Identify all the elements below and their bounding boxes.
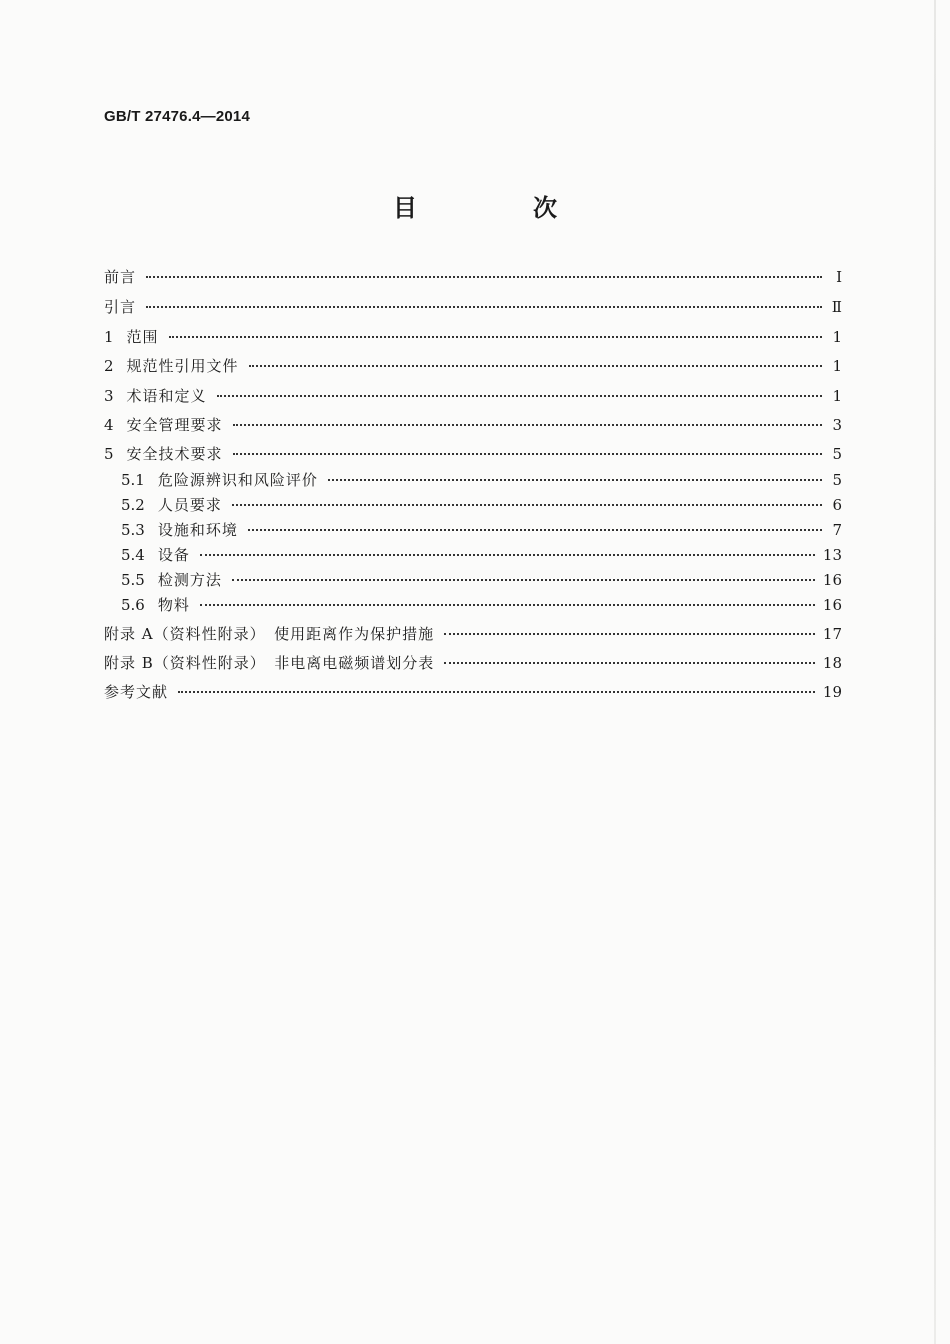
page-title: 目 次 xyxy=(393,194,603,222)
toc-entry[interactable] xyxy=(121,544,842,565)
toc-entry-number: 1 xyxy=(104,328,114,346)
dot-leader xyxy=(200,604,815,606)
toc-entry[interactable] xyxy=(121,494,842,515)
toc-entry[interactable] xyxy=(104,385,842,406)
toc-entry-label: 引言 xyxy=(104,298,137,316)
toc-entry-page: 1 xyxy=(832,328,842,346)
toc-entry-label: 参考文献 xyxy=(104,683,169,701)
toc-entry-label: 附录 A（资料性附录） 使用距离作为保护措施 xyxy=(104,625,435,643)
toc-entry[interactable] xyxy=(121,519,842,540)
toc-entry-number: 5 xyxy=(104,445,114,463)
toc-entry-number: 5.6 xyxy=(121,596,145,614)
toc-entry-number: 5.4 xyxy=(121,546,145,564)
toc-entry-page: 7 xyxy=(832,521,842,539)
toc-entry[interactable] xyxy=(104,414,842,435)
toc-entry-label: 设备 xyxy=(157,546,190,564)
toc-entry-page: 6 xyxy=(832,496,842,514)
toc-entry-number: 5.1 xyxy=(121,471,145,489)
toc-entry[interactable] xyxy=(104,681,842,702)
dot-leader xyxy=(248,529,822,531)
toc-entry-label: 附录 B（资料性附录） 非电离电磁频谱划分表 xyxy=(104,654,435,672)
toc-entry-number: 3 xyxy=(104,387,114,405)
toc-entry-label: 危险源辨识和风险评价 xyxy=(157,471,318,489)
toc-entry-label: 物料 xyxy=(157,596,190,614)
dot-leader xyxy=(233,453,822,455)
dot-leader xyxy=(444,662,815,664)
toc-entry[interactable] xyxy=(104,652,842,673)
toc-entry-page: 1 xyxy=(832,387,842,405)
toc-entry-label: 范围 xyxy=(126,328,159,346)
toc-entry-label: 人员要求 xyxy=(157,496,222,514)
dot-leader xyxy=(233,424,822,426)
dot-leader xyxy=(178,691,815,693)
toc-entry-label: 安全管理要求 xyxy=(126,416,223,434)
toc-entry-number: 2 xyxy=(104,357,114,375)
dot-leader xyxy=(328,479,822,481)
dot-leader xyxy=(232,504,822,506)
toc-entry[interactable] xyxy=(121,569,842,590)
toc-entry-label: 前言 xyxy=(104,268,137,286)
toc-entry-number: 4 xyxy=(104,416,114,434)
toc-entry-page: 5 xyxy=(832,445,842,463)
dot-leader xyxy=(217,395,822,397)
toc-entry[interactable] xyxy=(121,469,842,490)
toc-entry-page: Ⅱ xyxy=(831,298,842,316)
toc-entry[interactable] xyxy=(104,266,842,287)
standard-code: GB/T 27476.4—2014 xyxy=(104,108,250,125)
toc-entry[interactable] xyxy=(121,594,842,615)
toc-entry-page: 17 xyxy=(822,625,842,643)
dot-leader xyxy=(146,306,822,308)
toc-entry-label: 术语和定义 xyxy=(126,387,207,405)
toc-entry-number: 5.2 xyxy=(121,496,145,514)
dot-leader xyxy=(200,554,815,556)
dot-leader xyxy=(249,365,822,367)
toc-entry[interactable] xyxy=(104,355,842,376)
toc-entry-page: Ⅰ xyxy=(836,268,842,286)
scan-edge xyxy=(934,0,936,1344)
toc-entry-page: 1 xyxy=(832,357,842,375)
toc-entry-page: 13 xyxy=(822,546,842,564)
dot-leader xyxy=(232,579,815,581)
toc-entry[interactable] xyxy=(104,326,842,347)
toc-entry[interactable] xyxy=(104,623,842,644)
toc-entry-page: 16 xyxy=(822,596,842,614)
toc-entry-page: 3 xyxy=(832,416,842,434)
toc-entry[interactable] xyxy=(104,443,842,464)
dot-leader xyxy=(444,633,815,635)
toc-entry-page: 18 xyxy=(822,654,842,672)
toc-entry-page: 19 xyxy=(822,683,842,701)
toc-entry-label: 安全技术要求 xyxy=(126,445,223,463)
dot-leader xyxy=(169,336,822,338)
toc-entry-label: 设施和环境 xyxy=(157,521,238,539)
toc-entry-page: 16 xyxy=(822,571,842,589)
toc-entry-page: 5 xyxy=(832,471,842,489)
toc-entry-label: 检测方法 xyxy=(157,571,222,589)
toc-entry[interactable] xyxy=(104,296,842,317)
toc-entry-number: 5.3 xyxy=(121,521,145,539)
toc-entry-number: 5.5 xyxy=(121,571,145,589)
dot-leader xyxy=(146,276,822,278)
toc-entry-label: 规范性引用文件 xyxy=(126,357,239,375)
